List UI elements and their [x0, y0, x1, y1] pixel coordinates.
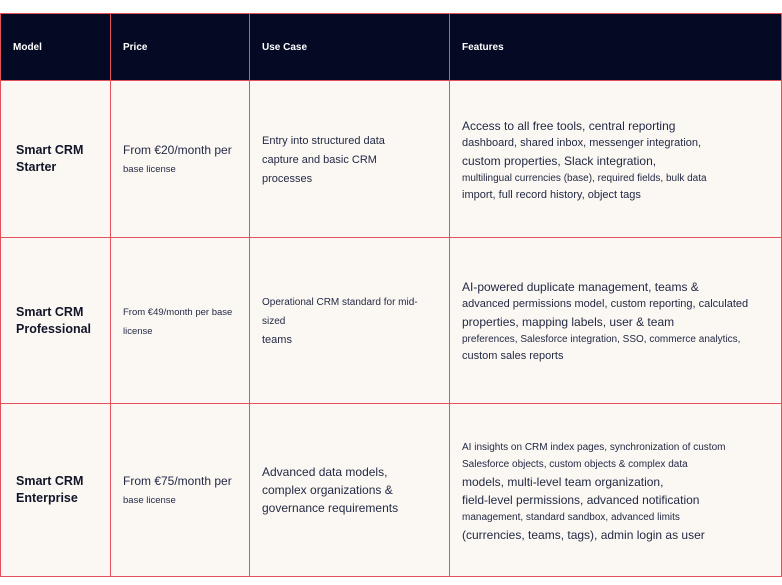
table-row: [1, 404, 782, 577]
feature-line: import, full record history, object tags: [462, 188, 641, 201]
use-case-text: Operational CRM standard for mid-sized: [262, 297, 418, 327]
feature-line: AI-powered duplicate management, teams &: [462, 280, 699, 294]
feature-line: AI insights on CRM index pages, synchronization of custom: [462, 441, 726, 453]
use-case-cell: [250, 404, 450, 577]
price-text: license: [123, 325, 153, 337]
price-text: From €20/month per: [123, 142, 232, 157]
feature-line: preferences, Salesforce integration, SSO, commerce analytics,: [462, 334, 741, 345]
use-case-text: complex organizations &: [262, 483, 393, 497]
feature-line: properties, mapping labels, user & team: [462, 315, 675, 329]
features-cell: [450, 81, 782, 238]
model-cell: [1, 404, 111, 577]
table-header-row: [1, 14, 782, 81]
price-text: From €49/month per base: [123, 306, 233, 318]
use-case-text: capture and basic CRM: [262, 153, 377, 166]
model-name-line: Smart CRM: [16, 474, 84, 488]
use-case-cell: [250, 81, 450, 238]
price-cell: [111, 404, 250, 577]
pricing-table-container: [0, 13, 781, 577]
model-name-line: Enterprise: [16, 491, 78, 505]
table-row: [1, 81, 782, 238]
use-case-text: Advanced data models,: [262, 465, 388, 479]
header-features: Features: [450, 14, 782, 81]
model-name-line: Smart CRM: [16, 143, 84, 157]
pricing-table: [0, 13, 782, 577]
price-text: base license: [123, 163, 176, 175]
use-case-text: processes: [262, 172, 313, 185]
feature-line: models, multi-level team organization,: [462, 474, 664, 489]
use-case-text: teams: [262, 334, 292, 346]
feature-line: Salesforce objects, custom objects & complex data: [462, 458, 688, 470]
header-price: Price: [111, 14, 250, 81]
use-case-cell: [250, 238, 450, 404]
header-model: Model: [1, 14, 111, 81]
model-cell: [1, 238, 111, 404]
feature-line: multilingual currencies (base), required fields, bulk data: [462, 172, 707, 184]
price-cell: [111, 81, 250, 238]
model-name-line: Starter: [16, 160, 57, 174]
use-case-text: Entry into structured data: [262, 134, 385, 147]
feature-line: custom sales reports: [462, 350, 564, 362]
header-use-case: Use Case: [250, 14, 450, 81]
table-row: [1, 238, 782, 404]
feature-line: management, standard sandbox, advanced limits: [462, 511, 680, 523]
model-name-line: Professional: [16, 321, 92, 336]
features-cell: [450, 238, 782, 404]
model-name-line: Smart CRM: [16, 304, 84, 319]
feature-line: dashboard, shared inbox, messenger integration,: [462, 136, 702, 149]
price-text: base license: [123, 494, 176, 506]
feature-line: custom properties, Slack integration,: [462, 153, 657, 168]
model-cell: [1, 81, 111, 238]
feature-line: (currencies, teams, tags), admin login as user: [462, 527, 705, 542]
features-cell: [450, 404, 782, 577]
price-text: From €75/month per: [123, 473, 232, 488]
use-case-text: governance requirements: [262, 501, 399, 515]
feature-line: Access to all free tools, central reporting: [462, 118, 676, 133]
feature-line: advanced permissions model, custom reporting, calculated: [462, 298, 749, 310]
feature-line: field-level permissions, advanced notification: [462, 492, 700, 507]
price-cell: [111, 238, 250, 404]
